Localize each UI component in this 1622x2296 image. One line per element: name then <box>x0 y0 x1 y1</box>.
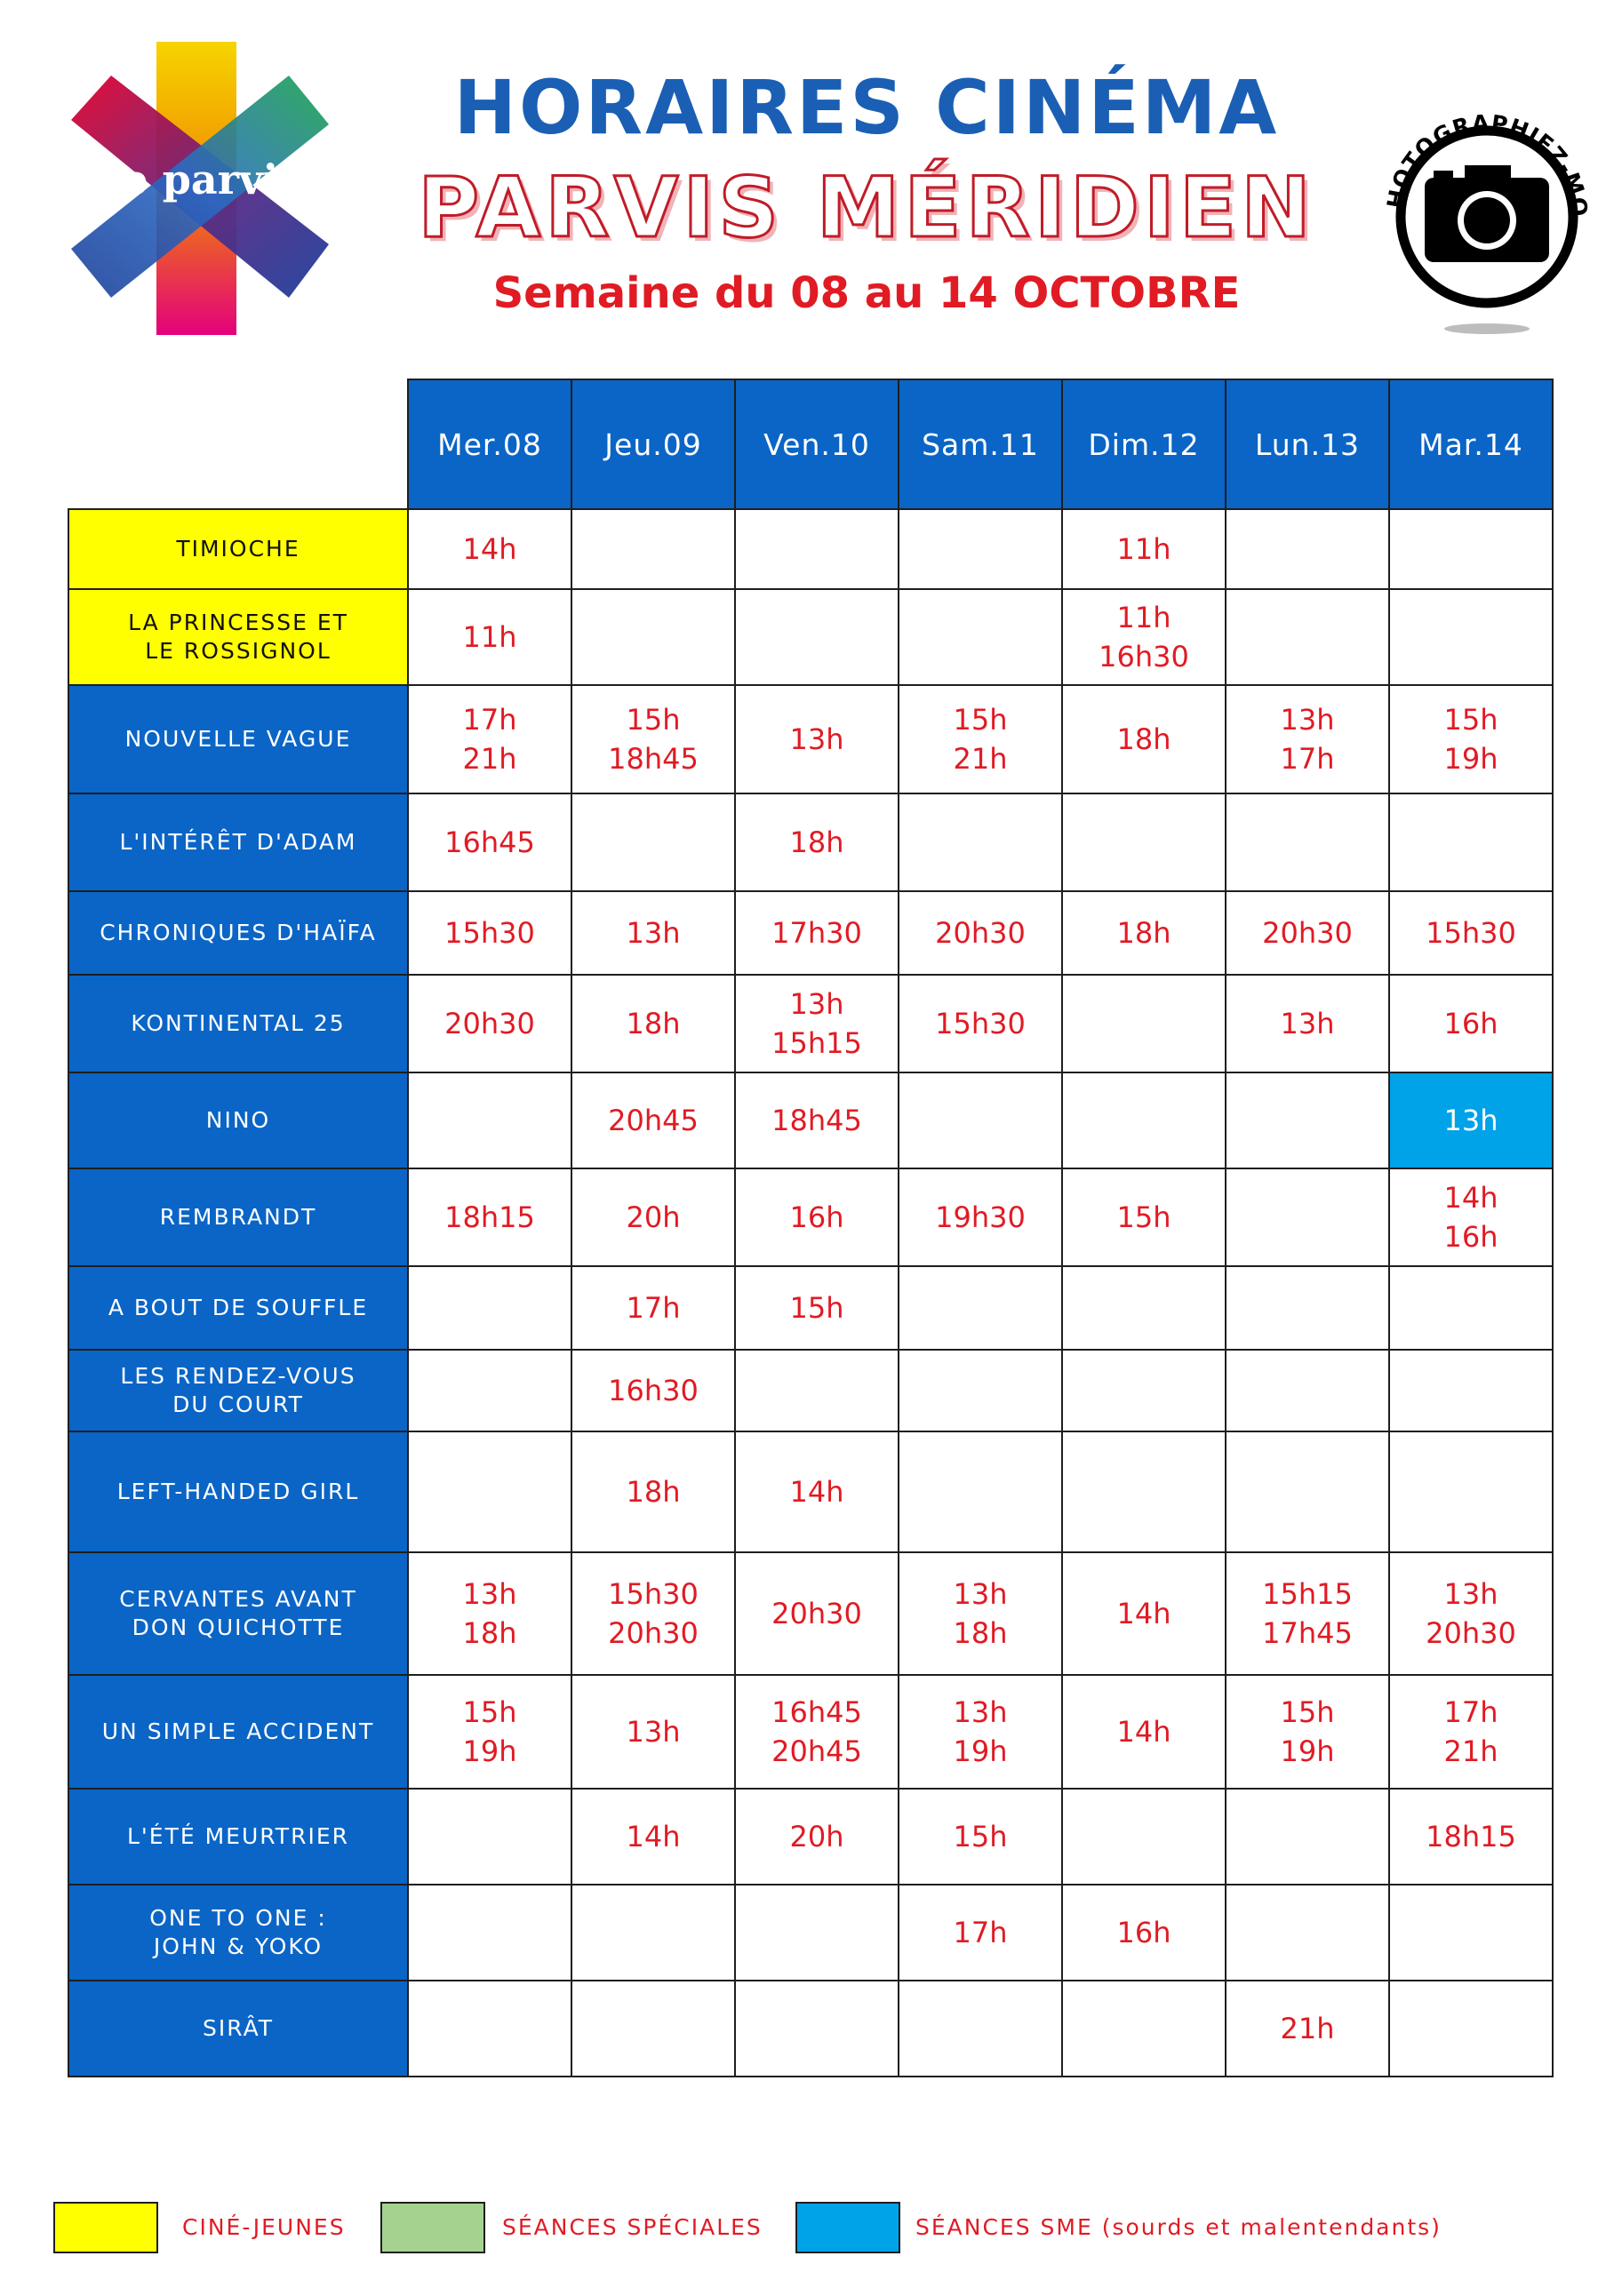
showtime: 14h <box>1116 1597 1171 1630</box>
showtime: 16h30 <box>608 1374 699 1407</box>
showtime-cell <box>1389 589 1553 685</box>
showtime: 17h <box>626 1291 681 1325</box>
showtime-cell <box>571 1266 735 1350</box>
showtime-cell <box>1062 1789 1226 1885</box>
showtime-cell <box>408 1789 571 1885</box>
showtime-cell <box>899 1072 1062 1168</box>
film-title-cell <box>68 1981 408 2077</box>
film-title: L'ÉTÉ MEURTRIER <box>126 1823 349 1849</box>
film-title-cell <box>68 1885 408 1981</box>
day-header: Sam.11 <box>899 379 1062 509</box>
showtime: 19h <box>1443 742 1498 776</box>
showtime-cell <box>899 1981 1062 2077</box>
film-row <box>68 1266 1553 1350</box>
showtime-cell <box>1226 1552 1389 1675</box>
showtime-cell <box>899 1431 1062 1552</box>
showtime: 19h30 <box>935 1200 1026 1234</box>
showtime-cell <box>735 1885 899 1981</box>
showtime: 11h <box>462 620 517 654</box>
showtime: 13h <box>1280 1007 1335 1040</box>
showtime-cell <box>735 1350 899 1431</box>
showtime: 17h <box>462 703 517 737</box>
film-title-cell <box>68 685 408 793</box>
film-title: NINO <box>205 1107 271 1133</box>
showtime: 21h <box>462 742 517 776</box>
film-row <box>68 1675 1553 1789</box>
showtime-cell <box>1389 975 1553 1072</box>
film-title: JOHN & YOKO <box>153 1933 324 1959</box>
showtime: 17h <box>1443 1695 1498 1729</box>
film-title: NOUVELLE VAGUE <box>124 726 352 752</box>
showtime: 15h15 <box>1262 1577 1353 1611</box>
day-header: Mer.08 <box>408 379 571 509</box>
showtime-cell <box>1226 1266 1389 1350</box>
showtime-cell <box>571 1885 735 1981</box>
showtime-cell <box>408 975 571 1072</box>
showtime-cell <box>735 793 899 891</box>
showtime: 19h <box>462 1734 517 1768</box>
showtime-cell <box>1389 793 1553 891</box>
showtime-cell <box>571 975 735 1072</box>
showtime-cell <box>735 685 899 793</box>
showtime: 14h <box>1443 1181 1498 1215</box>
showtime: 15h <box>953 703 1008 737</box>
showtime: 20h30 <box>444 1007 535 1040</box>
film-title: UN SIMPLE ACCIDENT <box>101 1718 375 1744</box>
showtime-cell <box>1062 685 1226 793</box>
showtime: 13h <box>626 1715 681 1749</box>
showtime-cell <box>1062 1552 1226 1675</box>
film-row <box>68 685 1553 793</box>
showtime-cell <box>571 1168 735 1266</box>
showtime-cell <box>571 1675 735 1789</box>
showtime-cell <box>1062 1072 1226 1168</box>
showtime-cell <box>1226 685 1389 793</box>
showtime-cell <box>408 1350 571 1431</box>
showtime-cell <box>1062 1885 1226 1981</box>
showtime-cell <box>571 685 735 793</box>
film-row <box>68 1350 1553 1431</box>
showtime-cell <box>1226 891 1389 975</box>
showtime-cell <box>899 685 1062 793</box>
legend-swatch-seances-sme <box>795 2202 900 2253</box>
showtime-cell <box>1062 1168 1226 1266</box>
showtime-cell <box>1389 1072 1553 1168</box>
showtime: 13h <box>789 722 844 756</box>
showtime-cell <box>571 509 735 589</box>
showtime-cell <box>408 1885 571 1981</box>
showtime-cell <box>1062 509 1226 589</box>
film-title: SIRÂT <box>202 2015 275 2041</box>
showtime-cell <box>1062 1431 1226 1552</box>
table-corner <box>68 379 408 509</box>
showtime: 16h <box>1443 1220 1498 1254</box>
film-title-cell <box>68 975 408 1072</box>
film-title-cell <box>68 1168 408 1266</box>
camera-badge-icon <box>1369 82 1604 348</box>
film-title: CERVANTES AVANT <box>119 1586 357 1612</box>
showtime: 18h <box>953 1616 1008 1650</box>
film-title-cell <box>68 589 408 685</box>
showtime: 13h <box>626 916 681 950</box>
showtime-cell <box>571 1552 735 1675</box>
showtime-cell <box>571 891 735 975</box>
showtime: 18h45 <box>771 1104 862 1137</box>
showtime-cell <box>1389 891 1553 975</box>
film-row <box>68 1431 1553 1552</box>
showtime-cell <box>1389 685 1553 793</box>
showtime-cell <box>899 793 1062 891</box>
showtime: 18h <box>462 1616 517 1650</box>
showtime: 13h <box>1443 1104 1498 1137</box>
film-title: CHRONIQUES D'HAÏFA <box>100 920 377 945</box>
legend-swatch-cine-jeunes <box>53 2202 158 2253</box>
showtime: 16h45 <box>444 825 535 859</box>
showtime-cell <box>1389 1168 1553 1266</box>
showtime-cell <box>899 1885 1062 1981</box>
showtime-cell <box>571 589 735 685</box>
showtime-cell <box>1062 1350 1226 1431</box>
showtime: 18h45 <box>608 742 699 776</box>
showtime-cell <box>735 1981 899 2077</box>
showtime: 16h <box>1443 1007 1498 1040</box>
showtime: 18h <box>789 825 844 859</box>
showtime-cell <box>408 1552 571 1675</box>
showtime-cell <box>899 1789 1062 1885</box>
showtime-cell <box>1389 1789 1553 1885</box>
film-title: LEFT-HANDED GIRL <box>116 1479 360 1504</box>
showtime-cell <box>1062 1675 1226 1789</box>
showtime: 20h30 <box>935 916 1026 950</box>
film-row <box>68 1072 1553 1168</box>
showtime-cell <box>899 589 1062 685</box>
showtime: 16h <box>789 1200 844 1234</box>
showtime: 15h30 <box>608 1577 699 1611</box>
showtime: 18h <box>626 1007 681 1040</box>
showtime: 17h45 <box>1262 1616 1353 1650</box>
film-title: REMBRANDT <box>159 1204 317 1230</box>
film-title-cell <box>68 793 408 891</box>
film-title: LES RENDEZ-VOUS <box>120 1363 356 1389</box>
film-title-cell <box>68 1072 408 1168</box>
showtime: 19h <box>953 1734 1008 1768</box>
showtime-cell <box>408 589 571 685</box>
showtime: 14h <box>462 532 517 566</box>
film-row <box>68 1168 1553 1266</box>
showtime: 20h30 <box>1426 1616 1516 1650</box>
showtime-cell <box>1226 1350 1389 1431</box>
showtime-cell <box>1226 793 1389 891</box>
showtime: 20h30 <box>608 1616 699 1650</box>
film-title: L'INTÉRÊT D'ADAM <box>119 829 357 855</box>
showtime-cell <box>735 1168 899 1266</box>
showtime-cell <box>1226 1885 1389 1981</box>
showtime-cell <box>1226 1981 1389 2077</box>
showtime: 13h <box>1443 1577 1498 1611</box>
showtime-cell <box>1062 891 1226 975</box>
showtime-cell <box>735 1072 899 1168</box>
showtime: 15h <box>462 1695 517 1729</box>
showtime-cell <box>899 1552 1062 1675</box>
film-row <box>68 975 1553 1072</box>
showtime: 13h <box>789 987 844 1021</box>
film-title-cell <box>68 1431 408 1552</box>
film-title: A BOUT DE SOUFFLE <box>108 1295 369 1320</box>
showtime: 17h30 <box>771 916 862 950</box>
film-row <box>68 891 1553 975</box>
showtime-cell <box>735 1552 899 1675</box>
legend-label-seances-speciales: SÉANCES SPÉCIALES <box>502 2214 763 2240</box>
showtime: 13h <box>1280 703 1335 737</box>
showtime: 13h <box>953 1695 1008 1729</box>
showtime: 13h <box>462 1577 517 1611</box>
showtime-cell <box>1389 1885 1553 1981</box>
film-title: DU COURT <box>172 1391 304 1417</box>
showtime-cell <box>408 1675 571 1789</box>
showtime-cell <box>1389 1552 1553 1675</box>
showtime: 18h <box>1116 916 1171 950</box>
showtime-cell <box>408 793 571 891</box>
showtime-cell <box>1389 1266 1553 1350</box>
showtime: 20h30 <box>1262 916 1353 950</box>
film-title: KONTINENTAL 25 <box>131 1010 346 1036</box>
showtime: 18h <box>1116 722 1171 756</box>
showtime: 14h <box>1116 1715 1171 1749</box>
showtime-cell <box>735 975 899 1072</box>
showtime: 17h <box>953 1916 1008 1949</box>
film-title-cell <box>68 891 408 975</box>
film-row <box>68 509 1553 589</box>
showtime-cell <box>1062 1266 1226 1350</box>
showtime: 15h30 <box>444 916 535 950</box>
showtime-cell <box>1226 1789 1389 1885</box>
showtime-cell <box>1226 1675 1389 1789</box>
showtime-cell <box>735 589 899 685</box>
legend-label-seances-sme: SÉANCES SME (sourds et malentendants) <box>915 2214 1442 2240</box>
showtime: 15h <box>1443 703 1498 737</box>
showtime: 20h45 <box>771 1734 862 1768</box>
showtime: 15h <box>1116 1200 1171 1234</box>
showtime: 21h <box>1443 1734 1498 1768</box>
showtime-cell <box>735 891 899 975</box>
showtime: 14h <box>789 1475 844 1509</box>
showtime: 15h <box>1280 1695 1335 1729</box>
showtime: 15h <box>626 703 681 737</box>
showtime: 11h <box>1116 601 1171 634</box>
schedule-table <box>68 379 1554 2077</box>
showtime-cell <box>1226 589 1389 685</box>
film-title-cell <box>68 1266 408 1350</box>
showtime: 15h <box>789 1291 844 1325</box>
showtime: 13h <box>953 1577 1008 1611</box>
showtime-cell <box>899 509 1062 589</box>
showtime-cell <box>899 1350 1062 1431</box>
showtime: 15h15 <box>771 1026 862 1060</box>
film-title-cell <box>68 1350 408 1431</box>
showtime-cell <box>1226 1431 1389 1552</box>
showtime-cell <box>735 1789 899 1885</box>
week-subtitle: Semaine du 08 au 14 OCTOBRE <box>492 268 1241 318</box>
showtime-cell <box>1062 975 1226 1072</box>
showtime-cell <box>899 891 1062 975</box>
film-title-cell <box>68 1789 408 1885</box>
legend <box>0 2202 1622 2264</box>
showtime-cell <box>735 1266 899 1350</box>
film-title-cell <box>68 1552 408 1675</box>
showtime-cell <box>408 1072 571 1168</box>
showtime-cell <box>735 1675 899 1789</box>
showtime: 19h <box>1280 1734 1335 1768</box>
film-title: ONE TO ONE : <box>149 1905 327 1931</box>
venue-title: PARVIS MÉRIDIEN <box>418 160 1315 257</box>
showtime-cell <box>408 1431 571 1552</box>
page-title: HORAIRES CINÉMA <box>453 64 1280 151</box>
showtime-cell <box>408 509 571 589</box>
film-title: TIMIOCHE <box>176 536 300 562</box>
logo-text: le parvis <box>107 155 302 203</box>
badge-text: HOTOGRAPHIEZ-MO <box>1381 109 1593 219</box>
showtime: 15h <box>953 1820 1008 1854</box>
showtime-cell <box>1389 1981 1553 2077</box>
showtime-cell <box>1389 509 1553 589</box>
legend-label-cine-jeunes: CINÉ-JEUNES <box>182 2214 346 2240</box>
showtime-cell <box>735 509 899 589</box>
film-row <box>68 1981 1553 2077</box>
showtime: 15h30 <box>1426 916 1516 950</box>
showtime-cell <box>899 1266 1062 1350</box>
showtime: 21h <box>1280 2012 1335 2045</box>
film-row <box>68 589 1553 685</box>
showtime: 20h <box>626 1200 681 1234</box>
showtime: 14h <box>626 1820 681 1854</box>
showtime: 16h <box>1116 1916 1171 1949</box>
showtime-cell <box>1226 1072 1389 1168</box>
showtime: 20h45 <box>608 1104 699 1137</box>
showtime: 17h <box>1280 742 1335 776</box>
showtime-cell <box>571 1431 735 1552</box>
film-title: LE ROSSIGNOL <box>145 638 332 664</box>
showtime-cell <box>408 1266 571 1350</box>
showtime-cell <box>1062 589 1226 685</box>
film-row <box>68 1885 1553 1981</box>
showtime-cell <box>735 1431 899 1552</box>
film-row <box>68 1552 1553 1675</box>
showtime-cell <box>571 1981 735 2077</box>
film-title: LA PRINCESSE ET <box>128 610 348 635</box>
showtime-cell <box>1226 509 1389 589</box>
day-header-row <box>68 379 1553 509</box>
film-title: DON QUICHOTTE <box>132 1614 345 1640</box>
film-title-cell <box>68 1675 408 1789</box>
showtime-cell <box>1226 1168 1389 1266</box>
showtime-cell <box>408 1168 571 1266</box>
showtime-cell <box>408 891 571 975</box>
le-parvis-logo <box>44 40 347 338</box>
showtime-cell <box>899 975 1062 1072</box>
legend-swatch-seances-speciales <box>380 2202 485 2253</box>
showtime-cell <box>1389 1431 1553 1552</box>
film-row <box>68 1789 1553 1885</box>
showtime-cell <box>571 1789 735 1885</box>
showtime-cell <box>1389 1350 1553 1431</box>
showtime-cell <box>408 685 571 793</box>
showtime-cell <box>899 1168 1062 1266</box>
film-title-cell <box>68 509 408 589</box>
showtime-cell <box>408 1981 571 2077</box>
showtime-cell <box>1062 793 1226 891</box>
day-header: Lun.13 <box>1226 379 1389 509</box>
showtime: 16h30 <box>1099 640 1189 674</box>
showtime-cell <box>899 1675 1062 1789</box>
day-header: Ven.10 <box>735 379 899 509</box>
showtime: 18h15 <box>1426 1820 1516 1854</box>
day-header: Jeu.09 <box>571 379 735 509</box>
photographiez-moi-badge <box>1369 82 1604 348</box>
showtime-cell <box>571 793 735 891</box>
showtime-cell <box>571 1350 735 1431</box>
showtime: 20h30 <box>771 1597 862 1630</box>
showtime: 18h15 <box>444 1200 535 1234</box>
showtime: 11h <box>1116 532 1171 566</box>
day-header: Mar.14 <box>1389 379 1553 509</box>
showtime: 20h <box>789 1820 844 1854</box>
showtime: 21h <box>953 742 1008 776</box>
day-header: Dim.12 <box>1062 379 1226 509</box>
showtime: 15h30 <box>935 1007 1026 1040</box>
showtime: 18h <box>626 1475 681 1509</box>
showtime: 16h45 <box>771 1695 862 1729</box>
showtime-cell <box>1062 1981 1226 2077</box>
film-row <box>68 793 1553 891</box>
showtime-cell <box>1226 975 1389 1072</box>
showtime-cell <box>1389 1675 1553 1789</box>
showtime-cell <box>571 1072 735 1168</box>
